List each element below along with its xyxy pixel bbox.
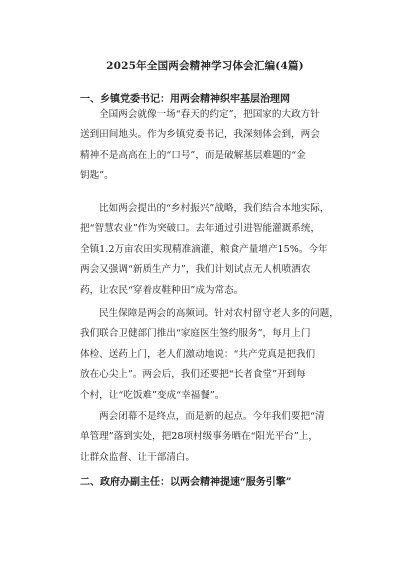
paragraph-line: 让群众监督、让干部清白。 bbox=[80, 451, 196, 463]
paragraph-line: 比如两会提出的“乡村振兴”战略，我们结合本地实际， bbox=[99, 203, 330, 214]
document-title: 2025年全国两会精神学习体会汇编(4篇) bbox=[106, 60, 304, 72]
section-heading-2: 二、政府办副主任：以两会精神提速“服务引擎” bbox=[80, 477, 292, 488]
paragraph-line: 药，让农民“穿着皮鞋种田”成为常态。 bbox=[80, 284, 244, 296]
paragraph-line: 精神不是高高在上的“口号”，而是破解基层难题的“金 bbox=[80, 149, 306, 161]
paragraph-line: 我们联合卫健部门推出“家庭医生签约服务”，每月上门 bbox=[80, 328, 311, 340]
section-heading-1: 一、乡镇党委书记：用两会精神织牢基层治理网 bbox=[80, 94, 290, 105]
paragraph-line: 民生保障是两会的高频词。针对农村留守老人多的问题， bbox=[99, 308, 339, 319]
paragraph-3 bbox=[80, 304, 342, 406]
paragraph-line: 个村，让“吃饭难”变成“幸福餐”。 bbox=[80, 389, 225, 401]
paragraph-line: 单管理”落到实处，把28项村级事务晒在“阳光平台”上， bbox=[80, 431, 318, 443]
paragraph-line: 体检、送药上门，老人们激动地说：“共产党真是把我们 bbox=[80, 348, 316, 360]
paragraph-line: 钥匙”。 bbox=[80, 170, 114, 182]
paragraph-2 bbox=[80, 199, 342, 301]
paragraph-line: 送到田间地头。作为乡镇党委书记，我深刻体会到，两会 bbox=[80, 129, 320, 141]
paragraph-line: 放在心尖上”。两会后，我们还要把“长者食堂”开到每 bbox=[80, 369, 306, 381]
paragraph-4 bbox=[80, 407, 342, 468]
paragraph-line: 全国两会就像一场“春天的约定”，把国家的大政方针 bbox=[99, 109, 320, 120]
paragraph-line: 全镇1.2万亩农田实现精准滴灌，粮食产量增产15%。今年 bbox=[80, 243, 328, 255]
paragraph-line: 两会又强调“新质生产力”，我们计划试点无人机喷洒农 bbox=[80, 264, 311, 276]
paragraph-line: 把“智慧农业”作为突破口。去年通过引进智能灌溉系统， bbox=[80, 223, 321, 235]
paragraph-1 bbox=[80, 105, 342, 187]
paragraph-line: 两会闭幕不是终点，而是新的起点。今年我们要把“清 bbox=[99, 411, 325, 422]
